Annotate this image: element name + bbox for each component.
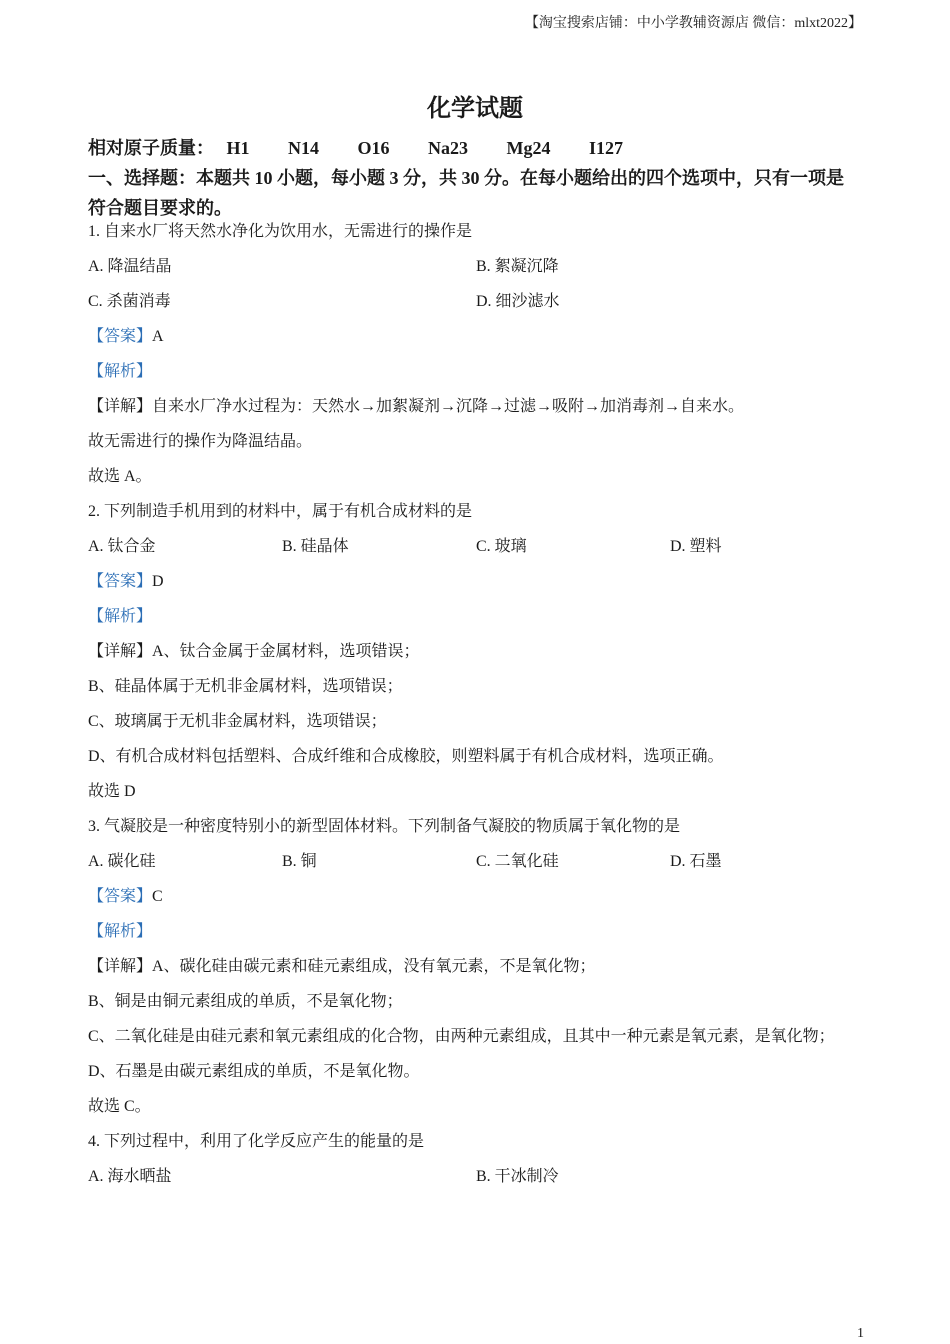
question-1-option-c: C. 杀菌消毒 <box>88 293 171 310</box>
question-3-option-c: C. 二氧化硅 <box>476 853 559 870</box>
question-4-stem: 4. 下列过程中，利用了化学反应产生的能量的是 <box>88 1133 425 1150</box>
question-3-detail-5: 故选 C。 <box>88 1098 151 1115</box>
question-1-option-a: A. 降温结晶 <box>88 258 172 275</box>
question-3-stem: 3. 气凝胶是一种密度特别小的新型固体材料。下列制备气凝胶的物质属于氧化物的是 <box>88 818 681 835</box>
question-2-option-a: A. 钛合金 <box>88 538 156 555</box>
question-3-option-b: B. 铜 <box>282 853 317 870</box>
section-heading: 一、选择题：本题共 10 小题，每小题 3 分，共 30 分。在每小题给出的四个选项中，只有一项是符合题目要求的。 <box>88 168 844 218</box>
question-3-detail-2: B、铜是由铜元素组成的单质，不是氧化物； <box>88 993 403 1010</box>
analysis-tag: 【解析】 <box>88 923 153 940</box>
question-2-option-b: B. 硅晶体 <box>282 538 349 555</box>
question-3-option-a: A. 碳化硅 <box>88 853 156 870</box>
question-2-detail-1: 【详解】A、钛合金属于金属材料，选项错误； <box>88 643 420 660</box>
answer-value: D <box>152 573 164 590</box>
atomic-masses-label: 相对原子质量： <box>88 138 214 158</box>
question-4-option-a: A. 海水晒盐 <box>88 1168 172 1185</box>
question-1-detail-2: 故无需进行的操作为降温结晶。 <box>88 433 313 450</box>
answer-tag: 【答案】 <box>88 328 153 345</box>
question-1-option-b: B. 絮凝沉降 <box>476 258 559 275</box>
question-2-detail-4: D、有机合成材料包括塑料、合成纤维和合成橡胶，则塑料属于有机合成材料，选项正确。 <box>88 748 724 765</box>
question-2-option-d: D. 塑料 <box>670 538 722 555</box>
atomic-mass-n: N14 <box>288 138 320 158</box>
atomic-mass-i: I127 <box>589 138 624 158</box>
question-1-option-d: D. 细沙滤水 <box>476 293 560 310</box>
question-list <box>88 217 878 1197</box>
question-4-option-b: B. 干冰制冷 <box>476 1168 559 1185</box>
question-3-detail-3: C、二氧化硅是由硅元素和氧元素组成的化合物，由两种元素组成，且其中一种元素是氧元素，是氧化物； <box>88 1028 835 1045</box>
question-1-answer <box>88 322 878 357</box>
question-1-options-row-2 <box>88 287 878 322</box>
answer-tag: 【答案】 <box>88 573 153 590</box>
question-2-stem: 2. 下列制造手机用到的材料中，属于有机合成材料的是 <box>88 503 473 520</box>
question-1-detail-1: 【详解】自来水厂净水过程为：天然水→加絮凝剂→沉降→过滤→吸附→加消毒剂→自来水。 <box>88 398 745 415</box>
question-1-stem: 1. 自来水厂将天然水净化为饮用水，无需进行的操作是 <box>88 223 473 240</box>
question-4-options-row-1 <box>88 1162 878 1197</box>
header-note: 【淘宝搜索店铺：中小学教辅资源店 微信：mlxt2022】 <box>524 16 862 31</box>
question-3-answer <box>88 882 878 917</box>
question-3-analysis-tag <box>88 917 878 952</box>
atomic-mass-mg: Mg24 <box>506 138 551 158</box>
question-2-detail-2: B、硅晶体属于无机非金属材料，选项错误； <box>88 678 403 695</box>
answer-value: C <box>152 888 163 905</box>
question-2-analysis-tag <box>88 602 878 637</box>
analysis-tag: 【解析】 <box>88 608 153 625</box>
atomic-mass-o: O16 <box>357 138 390 158</box>
question-3-detail-1: 【详解】A、碳化硅由碳元素和硅元素组成，没有氧元素，不是氧化物； <box>88 958 596 975</box>
question-2-answer <box>88 567 878 602</box>
question-2-option-c: C. 玻璃 <box>476 538 527 555</box>
question-2-detail-5: 故选 D <box>88 783 136 800</box>
analysis-tag: 【解析】 <box>88 363 153 380</box>
question-2-detail-3: C、玻璃属于无机非金属材料，选项错误； <box>88 713 387 730</box>
atomic-masses <box>88 134 657 160</box>
question-1-analysis-tag <box>88 357 878 392</box>
page-title: 化学试题 <box>427 96 523 122</box>
question-3-options <box>88 847 878 882</box>
page-number: 1 <box>857 1326 864 1341</box>
question-2-options <box>88 532 878 567</box>
atomic-mass-na: Na23 <box>428 138 469 158</box>
atomic-mass-h: H1 <box>226 138 250 158</box>
question-3-option-d: D. 石墨 <box>670 853 722 870</box>
answer-value: A <box>152 328 164 345</box>
question-1-detail-3: 故选 A。 <box>88 468 152 485</box>
question-1-options-row-1 <box>88 252 878 287</box>
answer-tag: 【答案】 <box>88 888 153 905</box>
question-3-detail-4: D、石墨是由碳元素组成的单质，不是氧化物。 <box>88 1063 420 1080</box>
